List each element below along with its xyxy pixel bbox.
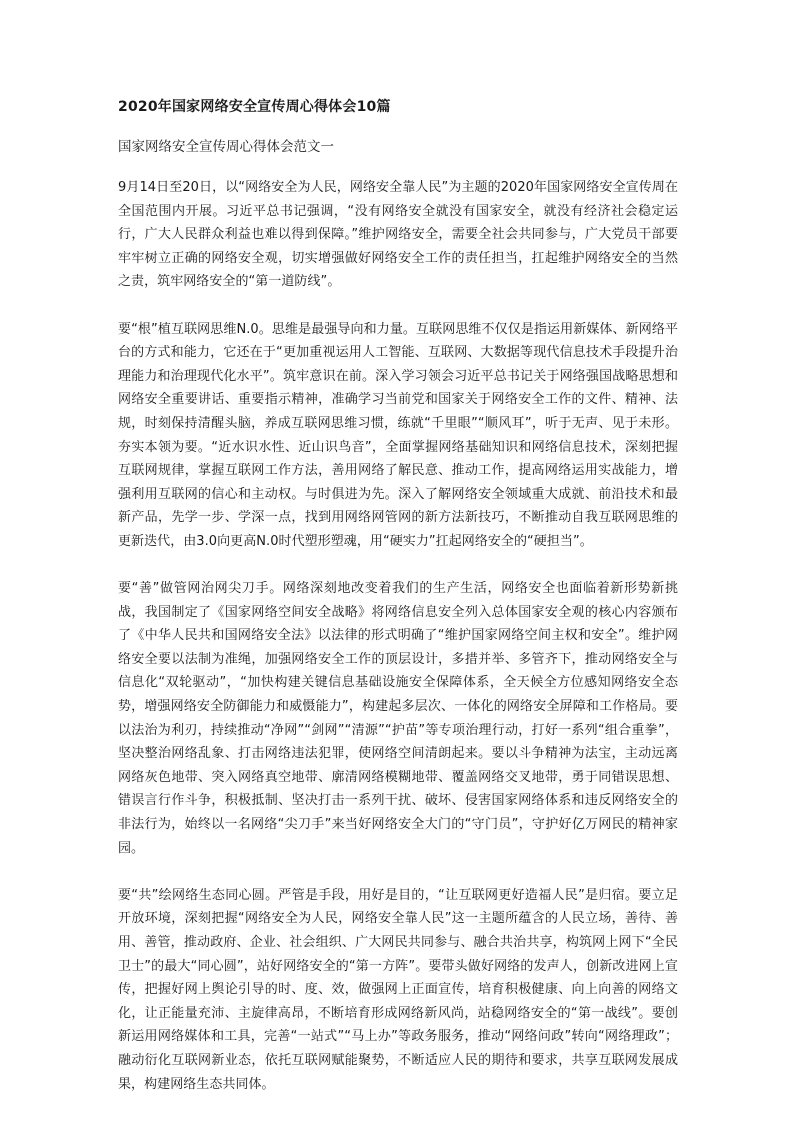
document-page	[118, 96, 678, 1120]
document-subtitle: 国家网络安全宣传周心得体会范文一	[118, 139, 334, 155]
paragraph-internet-thinking: 要“根”植互联网思维N.0。思维是最强导向和力量。互联网思维不仅仅是指运用新媒体、新网络平台的方式和能力，它还在于“更加重视运用人工智能、互联网、大数据等现代信息技术手段提升治理能力和治理现代化水平”。筑牢意识在前。深入学习领会习近平总书记关于网络强国战略思想和网络安全重要讲话、重要指示精神，准确学习当前党和国家关于网络安全工作的文件、精神、法规，时刻保持清醒头脑，养成互联网思维习惯，练就“千里眼”“顺风耳”，听于无声、见于未形。夯实本领为要。“近水识水性、近山识鸟音”，全面掌握网络基础知识和网络信息技术，深刻把握互联网规律，掌握互联网工作方法，善用网络了解民意、推动工作，提高网络运用实战能力，增强利用互联网的信心和主动权。与时俱进为先。深入了解网络安全领域重大成就、前沿技术和最新产品，先学一步、学深一点，找到用网络网管网的新方法新技巧，不断推动自我互联网思维的更新迭代，由3.0向更高N.0时代塑形塑魂，用“硬实力”扛起网络安全的“硬担当”。	[118, 321, 678, 549]
paragraph-intro: 9月14日至20日，以“网络安全为人民，网络安全靠人民”为主题的2020年国家网络安全宣传周在全国范围内开展。习近平总书记强调，“没有网络安全就没有国家安全，就没有经济社会稳定运行，广大人民群众利益也难以得到保障。”维护网络安全，需要全社会共同参与，广大党员干部要牢牢树立正确的网络安全观，切实增强做好网络安全工作的责任担当，扛起维护网络安全的当然之责，筑牢网络安全的“第一道防线”。	[118, 180, 678, 290]
paragraph-network-governance: 要“善”做管网治网尖刀手。网络深刻地改变着我们的生产生活，网络安全也面临着新形势新挑战，我国制定了《国家网络空间安全战略》将网络信息安全列入总体国家安全观的核心内容颁布了《中华人民共和国网络安全法》以法律的形式明确了“维护国家网络空间主权和安全”。维护网络安全要以法制为准绳，加强网络安全工作的顶层设计，多措并举、多管齐下，推动网络安全与信息化“双轮驱动”，“加快构建关键信息基础设施安全保障体系，全天候全方位感知网络安全态势，增强网络安全防御能力和威慑能力”，构建起多层次、一体化的网络安全屏障和工作格局。要以法治为利刃，持续推动“净网”“剑网”“清源”“护苗”等专项治理行动，打好一系列“组合重拳”，坚决整治网络乱象、打击网络违法犯罪，使网络空间清朗起来。要以斗争精神为法宝，主动远离网络灰色地带、突入网络真空地带、廓清网络模糊地带、覆盖网络交叉地带，勇于同错误思想、错误言行作斗争，积极抵制、坚决打击一系列干扰、破坏、侵害国家网络体系和违反网络安全的非法行为，始终以一名网络“尖刀手”来当好网络安全大门的“守门员”，守护好亿万网民的精神家园。	[118, 581, 678, 856]
document-title: 2020年国家网络安全宣传周心得体会10篇	[118, 99, 391, 115]
paragraph-network-ecology: 要“共”绘网络生态同心圆。严管是手段，用好是目的，“让互联网更好造福人民”是归宿。要立足开放环境，深刻把握“网络安全为人民，网络安全靠人民”这一主题所蕴含的人民立场，善待、善用、善管，推动政府、企业、社会组织、广大网民共同参与、融合共治共享，构筑网上网下“全民卫士”的最大“同心圆”，站好网络安全的“第一方阵”。要带头做好网络的发声人，创新改进网上宣传，把握好网上舆论引导的时、度、效，做强网上正面宣传，培育积极健康、向上向善的网络文化，让正能量充沛、主旋律高昂，不断培育形成网络新风尚，站稳网络安全的“第一战线”。要创新运用网络媒体和工具，完善“一站式”“马上办”等政务服务，推动“网络问政”转向“网络理政”；融动衍化互联网新业态，依托互联网赋能聚势，不断适应人民的期待和要求，共享互联网发展成果，构建网络生态共同体。	[118, 887, 678, 1092]
